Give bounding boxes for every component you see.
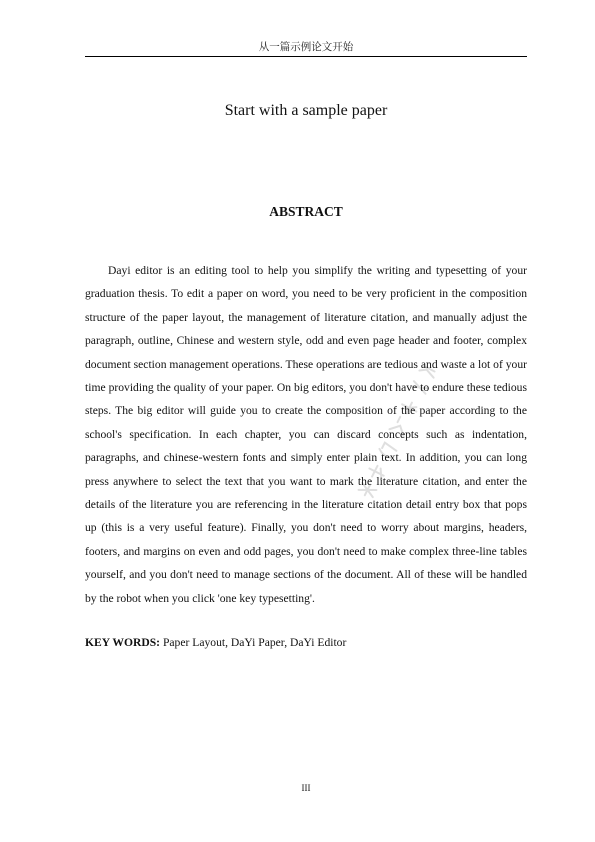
paper-title: Start with a sample paper <box>224 102 388 119</box>
header-rule <box>85 56 527 57</box>
page-number: III <box>301 783 311 793</box>
keywords-value: Paper Layout, DaYi Paper, DaYi Editor <box>160 636 347 649</box>
keywords-label: KEY WORDS: <box>85 636 161 649</box>
abstract-body: Dayi editor is an editing tool to help you simplify the writing and typesetting of your graduation thesis. To edit a paper on word, you need to be very proficient in the composition structure of the paper layout, the management of literature citation, and manually adjust the paragraph, outline, Chinese and western style, odd and even page header and footer, complex document section management operations. These operations are tedious and waste a lot of your time providing the quality of your paper. On big editors, you don't have to endure these tedious steps. The big editor will guide you to create the composition of the paper according to the school's specification. In each chapter, you can discard concepts such as indentation, paragraphs, and chinese-western fonts and simply enter plain text. In addition, you can long press anywhere to select the text that you want to mark the literature citation, and enter the details of the literature you are referencing in the literature citation detail entry box that pops up (this is a very useful feature). Finally, you don't need to worry about margins, headers, footers, and margins on even and odd pages, you don't need to make complex three-line tables yourself, and you don't need to manage sections of the document. All of these will be handled by the robot when you click 'one key typesetting'. <box>85 264 527 605</box>
keywords-line <box>85 633 527 653</box>
running-header: 从一篇示例论文开始 <box>258 41 354 53</box>
abstract-heading: ABSTRACT <box>269 204 343 219</box>
